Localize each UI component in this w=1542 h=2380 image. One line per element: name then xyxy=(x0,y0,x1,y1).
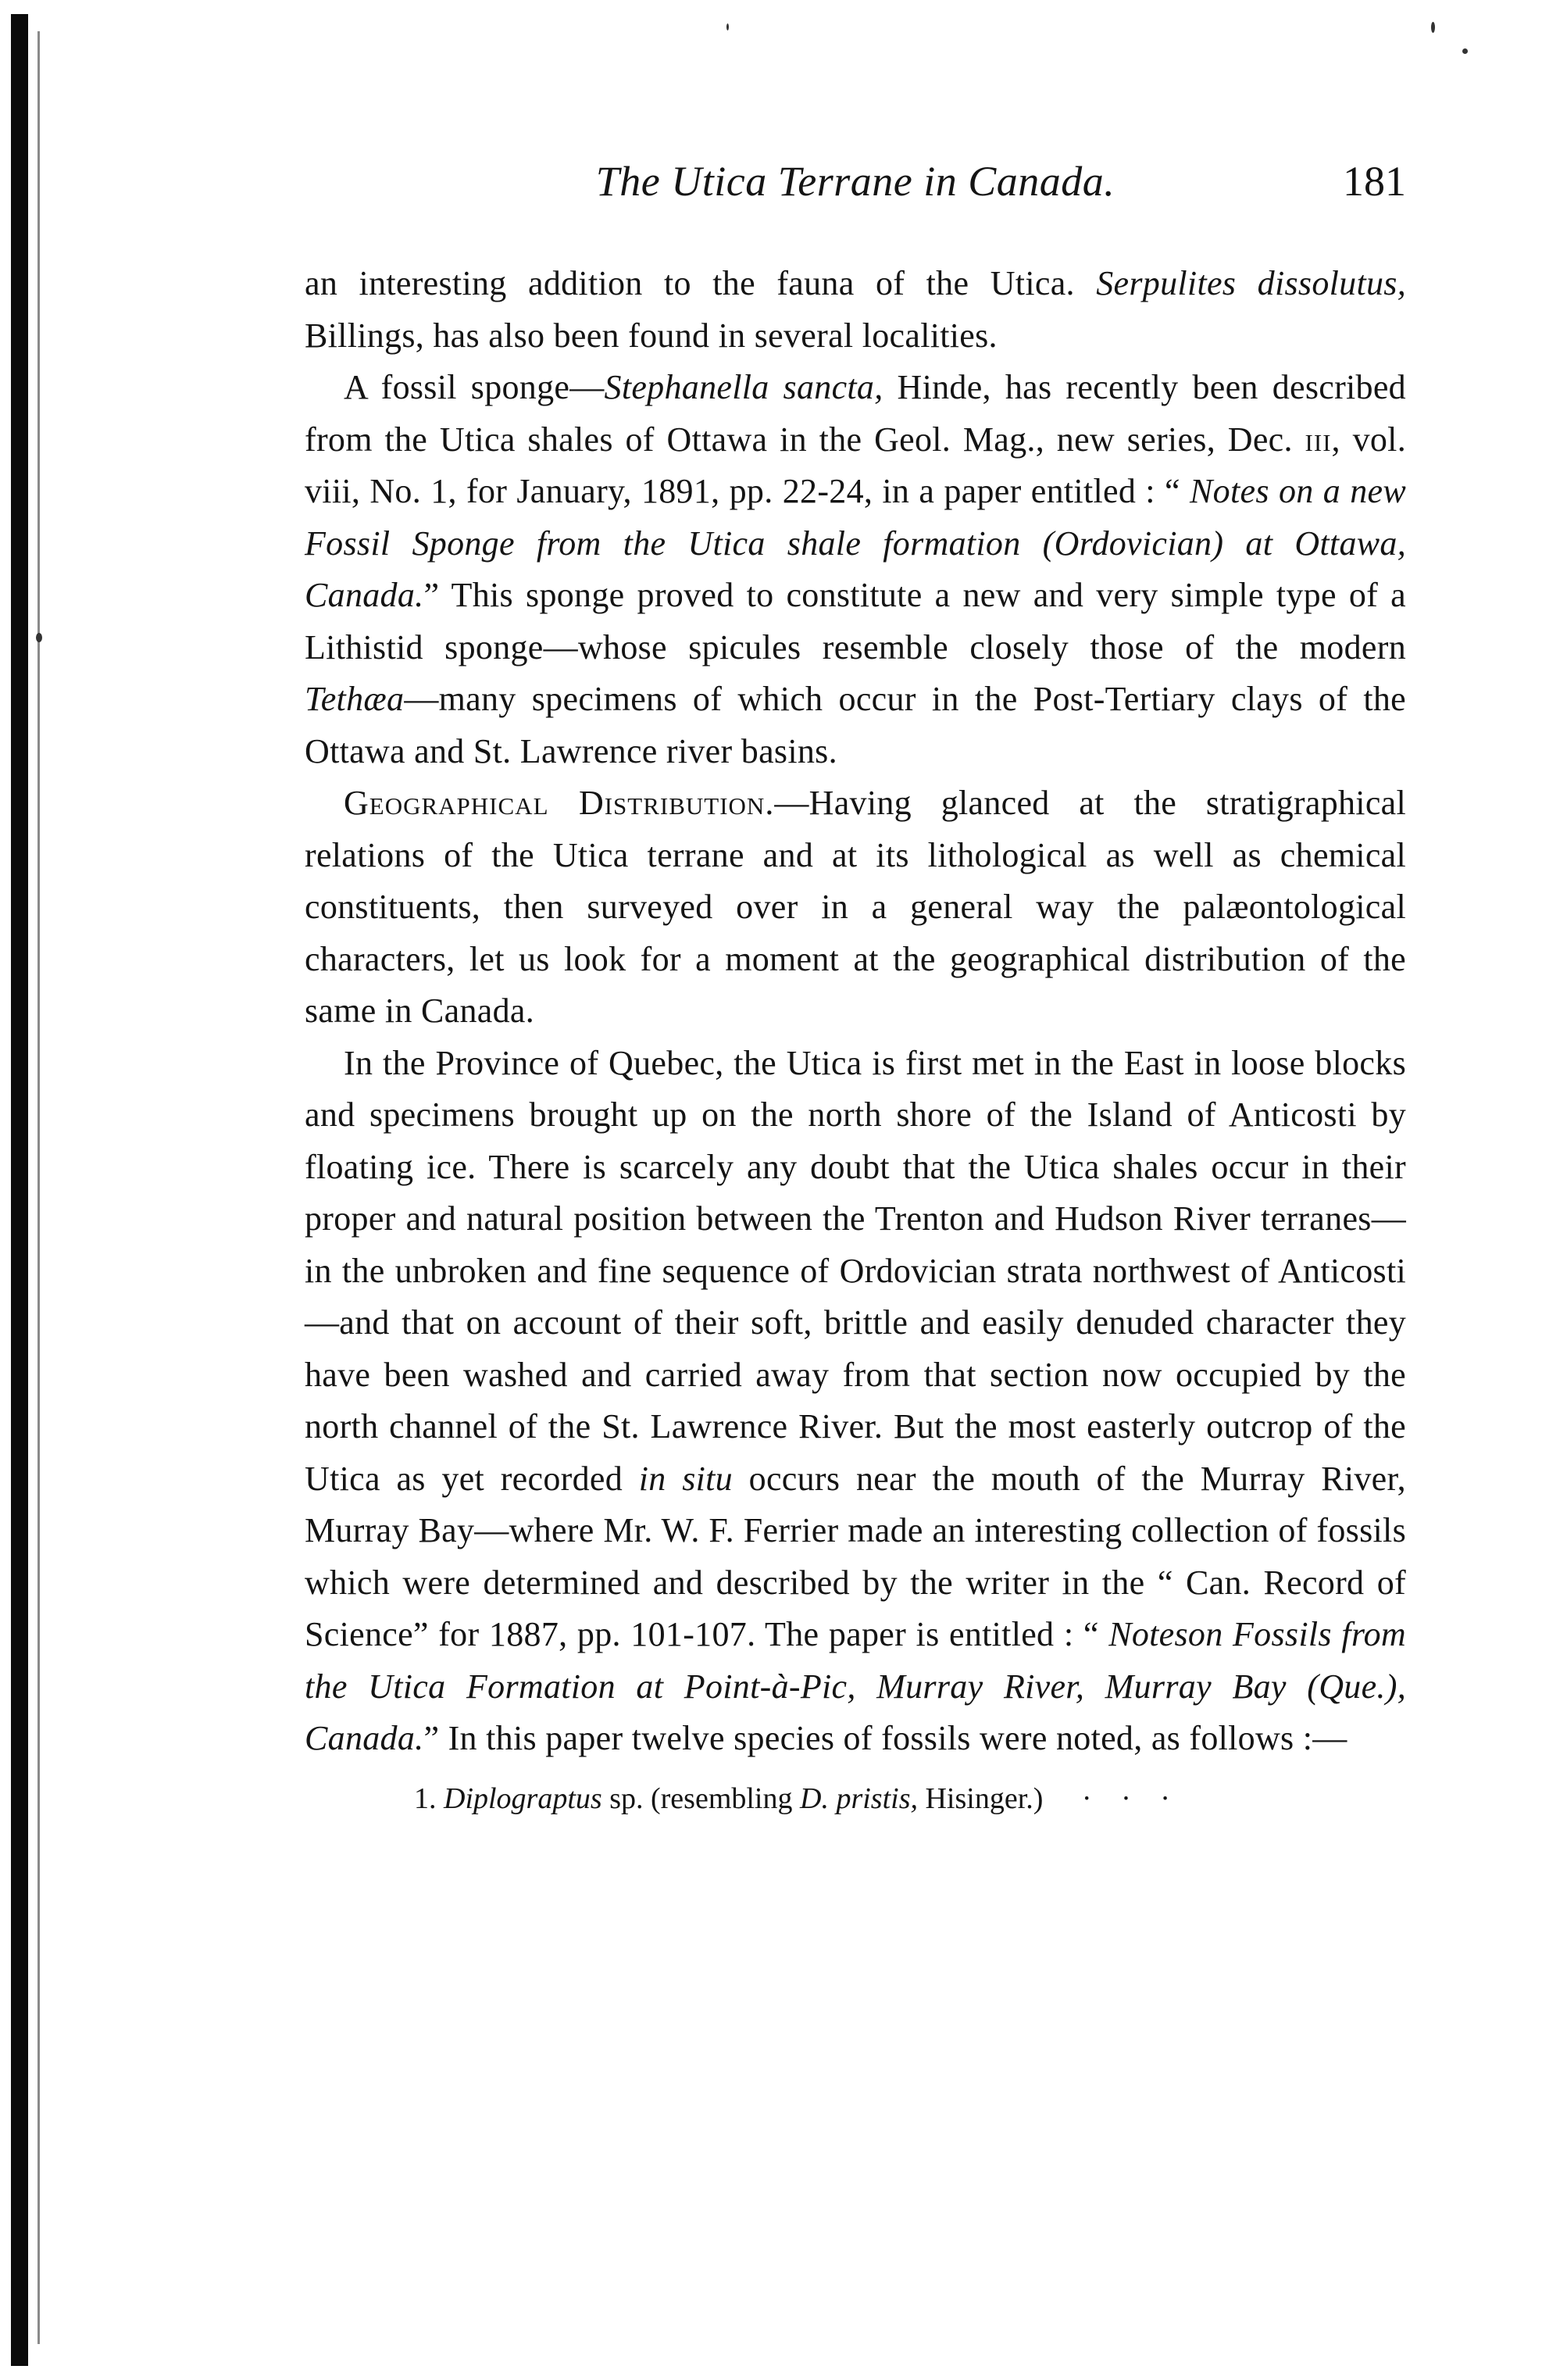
book-page xyxy=(305,156,1406,1821)
list-qualifier: sp. (resembling xyxy=(609,1781,793,1815)
scan-speck xyxy=(36,633,42,642)
paragraph xyxy=(305,362,1406,777)
list-number: 1. xyxy=(414,1781,437,1815)
italic-run: Tethæa xyxy=(305,680,405,718)
list-genus: Diplograptus xyxy=(444,1781,602,1815)
italic-run: in situ xyxy=(638,1459,733,1498)
paragraph xyxy=(305,777,1406,1038)
text-run: ” This sponge proved to constitute a new and very simple type of a Lithistid sponge—whose spicules resemble closely those of the modern xyxy=(305,576,1406,666)
list-leader-dots: · · · xyxy=(1081,1781,1181,1815)
small-caps-run: iii xyxy=(1305,420,1332,459)
text-run: occurs near the mouth of the Murray River, Murray Bay—where Mr. W. F. Ferrier made an interesting collection of fossils which were determined and described by the writer in the “ Can. Record of Science” for 1887, pp. 101-107. The paper is entitled : “ xyxy=(305,1459,1406,1653)
scan-speck xyxy=(1431,22,1435,33)
text-run: —Having glanced at the stratigraphical relations of the Utica terrane and at its lithological as well as chemical constituents, then surveyed over in a general way the palæontological characters, let us look for a moment at the geographical distribution of the same in Canada. xyxy=(305,784,1407,1030)
italic-run: Notes on a new Fossil Sponge from the Utica shale formation (Ordovician) at Ottawa, Canada. xyxy=(305,472,1406,614)
body-text xyxy=(305,258,1406,1765)
running-head xyxy=(305,156,1406,227)
italic-run: Stephanella sancta, xyxy=(604,368,883,406)
list-authority: Hisinger.) xyxy=(925,1781,1044,1815)
scan-binding-edge xyxy=(11,14,28,2366)
text-run: A fossil sponge— xyxy=(344,368,605,406)
small-caps-run: Geographical Distribution. xyxy=(344,784,775,822)
text-run: —many specimens of which occur in the Post-Tertiary clays of the Ottawa and St. Lawrence river basins. xyxy=(305,680,1406,770)
text-run: ” In this paper twelve species of fossils were noted, as follows :— xyxy=(423,1719,1347,1757)
text-run: Billings, has also been found in several localities. xyxy=(305,316,998,355)
text-run: Hinde, has recently been described from the Utica shales of Ottawa in the Geol. Mag., new series, Dec. xyxy=(305,368,1406,459)
paragraph xyxy=(305,1038,1406,1765)
running-title: The Utica Terrane in Canada. xyxy=(595,158,1115,205)
scan-speck xyxy=(726,23,729,30)
scan-edge-shadow xyxy=(37,31,40,2344)
fossil-list-entry xyxy=(414,1776,1406,1821)
list-species-ref: D. pristis, xyxy=(800,1781,918,1815)
paragraph xyxy=(305,258,1406,362)
italic-run: Noteson Fossils from the Utica Formation at Point-à-Pic, Murray River, Murray Bay (Que.), Canada. xyxy=(305,1615,1406,1757)
text-run: In the Province of Quebec, the Utica is first met in the East in loose blocks and specimens brought up on the north shore of the Island of Anticosti by floating ice. There is scarcely any doubt that the Utica shales occur in their proper and natural position between the Trenton and Hudson River terranes—in the unbroken and fine sequence of Ordovician strata northwest of Anticosti—and that on account of their soft, brittle and easily denuded character they have been washed and carried away from that section now occupied by the north channel of the St. Lawrence River. But the most easterly outcrop of the Utica as yet recorded xyxy=(305,1043,1406,1498)
text-run: , vol. viii, No. 1, for January, 1891, pp. 22-24, in a paper entitled : “ xyxy=(305,420,1407,510)
text-run: an interesting addition to the fauna of the Utica. xyxy=(305,264,1097,302)
scan-speck xyxy=(1462,48,1468,54)
page-number: 181 xyxy=(1343,158,1406,205)
italic-run: Serpulites dissolutus, xyxy=(1096,264,1406,302)
